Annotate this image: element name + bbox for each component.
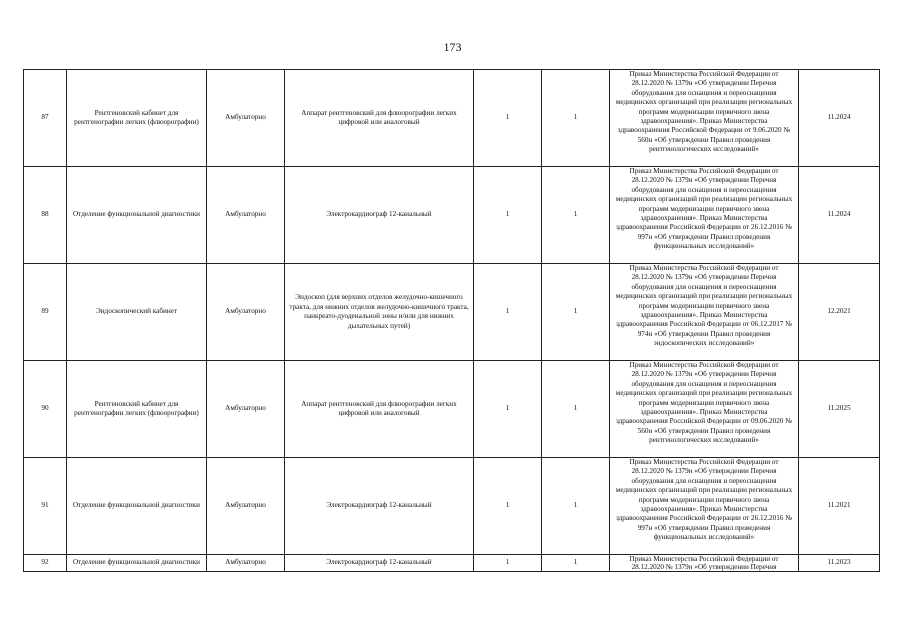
row-number: 89 [24, 264, 67, 361]
care-form-cell: Амбулаторно [207, 458, 285, 555]
quantity-need-cell: 1 [542, 361, 610, 458]
quantity-norm-cell: 1 [474, 361, 542, 458]
department-cell: Отделение функциональной диагностики [67, 555, 207, 572]
date-cell: 11.2024 [799, 167, 880, 264]
legal-basis-cell: Приказ Министерства Российской Федерации от 28.12.2020 № 1379н «Об утверждении Перечня оборудования для оснащения и переоснащения медицинских организаций при реализации региональных программ модернизации первичного звена здравоохранения». Приказ Министерства здравоохранения Российской Федерации от 09.06.2020 № 560н «Об утверждении Правил проведения рентгенологических исследований» [610, 361, 799, 458]
equipment-table [23, 69, 880, 572]
department-cell: Эндоскопический кабинет [67, 264, 207, 361]
table-row [24, 167, 880, 264]
equipment-cell: Электрокардиограф 12-канальный [285, 555, 474, 572]
equipment-cell: Аппарат рентгеновский для флюорографии легких цифровой или аналоговый [285, 361, 474, 458]
equipment-cell: Электрокардиограф 12-канальный [285, 458, 474, 555]
care-form-cell: Амбулаторно [207, 264, 285, 361]
quantity-norm-cell: 1 [474, 264, 542, 361]
date-cell: 11.2024 [799, 70, 880, 167]
quantity-norm-cell: 1 [474, 167, 542, 264]
date-cell: 12.2021 [799, 264, 880, 361]
equipment-cell: Электрокардиограф 12-канальный [285, 167, 474, 264]
legal-basis-cell: Приказ Министерства Российской Федерации от 28.12.2020 № 1379н «Об утверждении Перечня оборудования для оснащения и переоснащения медицинских организаций при реализации региональных программ модернизации первичного звена здравоохранения». Приказ Министерства здравоохранения Российской Федерации от 9.06.2020 № 560н «Об утверждении Правил проведения рентгенологических исследований» [610, 70, 799, 167]
legal-basis-cell: Приказ Министерства Российской Федерации от 28.12.2020 № 1379н «Об утверждении Перечня [610, 555, 799, 572]
row-number: 92 [24, 555, 67, 572]
row-number: 88 [24, 167, 67, 264]
equipment-cell: Аппарат рентгеновский для флюорографии легких цифровой или аналоговый [285, 70, 474, 167]
quantity-norm-cell: 1 [474, 70, 542, 167]
date-cell: 11.2021 [799, 458, 880, 555]
department-cell: Отделение функциональной диагностики [67, 167, 207, 264]
table-row [24, 555, 880, 572]
table-row [24, 361, 880, 458]
quantity-norm-cell: 1 [474, 555, 542, 572]
equipment-cell: Эндоскоп (для верхних отделов желудочно-кишечного тракта, для нижних отделов желудочно-кишечного тракта, панкреато-дуоденальной зоны и/или для нижних дыхательных путей) [285, 264, 474, 361]
legal-basis-cell: Приказ Министерства Российской Федерации от 28.12.2020 № 1379н «Об утверждении Перечня оборудования для оснащения и переоснащения медицинских организаций при реализации региональных программ модернизации первичного звена здравоохранения». Приказ Министерства здравоохранения Российской Федерации от 26.12.2016 № 997н «Об утверждении Правил проведения функциональных исследований» [610, 167, 799, 264]
quantity-need-cell: 1 [542, 70, 610, 167]
department-cell: Рентгеновский кабинет для рентгенографии легких (флюорографии) [67, 70, 207, 167]
page-number: 173 [443, 40, 462, 54]
legal-basis-cell: Приказ Министерства Российской Федерации от 28.12.2020 № 1379н «Об утверждении Перечня оборудования для оснащения и переоснащения медицинских организаций при реализации региональных программ модернизации первичного звена здравоохранения». Приказ Министерства здравоохранения Российской Федерации от 26.12.2016 № 997н «Об утверждении Правил проведения функциональных исследований» [610, 458, 799, 555]
care-form-cell: Амбулаторно [207, 167, 285, 264]
legal-basis-cell: Приказ Министерства Российской Федерации от 28.12.2020 № 1379н «Об утверждении Перечня оборудования для оснащения и переоснащения медицинских организаций при реализации региональных программ модернизации первичного звена здравоохранения». Приказ Министерства здравоохранения Российской Федерации от 06.12.2017 № 974н «Об утверждении Правил проведения эндоскопических исследований» [610, 264, 799, 361]
row-number: 90 [24, 361, 67, 458]
quantity-norm-cell: 1 [474, 458, 542, 555]
date-cell: 11.2025 [799, 361, 880, 458]
quantity-need-cell: 1 [542, 167, 610, 264]
department-cell: Отделение функциональной диагностики [67, 458, 207, 555]
care-form-cell: Амбулаторно [207, 555, 285, 572]
care-form-cell: Амбулаторно [207, 361, 285, 458]
care-form-cell: Амбулаторно [207, 70, 285, 167]
date-cell: 11.2023 [799, 555, 880, 572]
quantity-need-cell: 1 [542, 458, 610, 555]
quantity-need-cell: 1 [542, 264, 610, 361]
row-number: 91 [24, 458, 67, 555]
table-row [24, 70, 880, 167]
row-number: 87 [24, 70, 67, 167]
table-row [24, 458, 880, 555]
table-row [24, 264, 880, 361]
department-cell: Рентгеновский кабинет для рентгенографии легких (флюорографии) [67, 361, 207, 458]
quantity-need-cell: 1 [542, 555, 610, 572]
